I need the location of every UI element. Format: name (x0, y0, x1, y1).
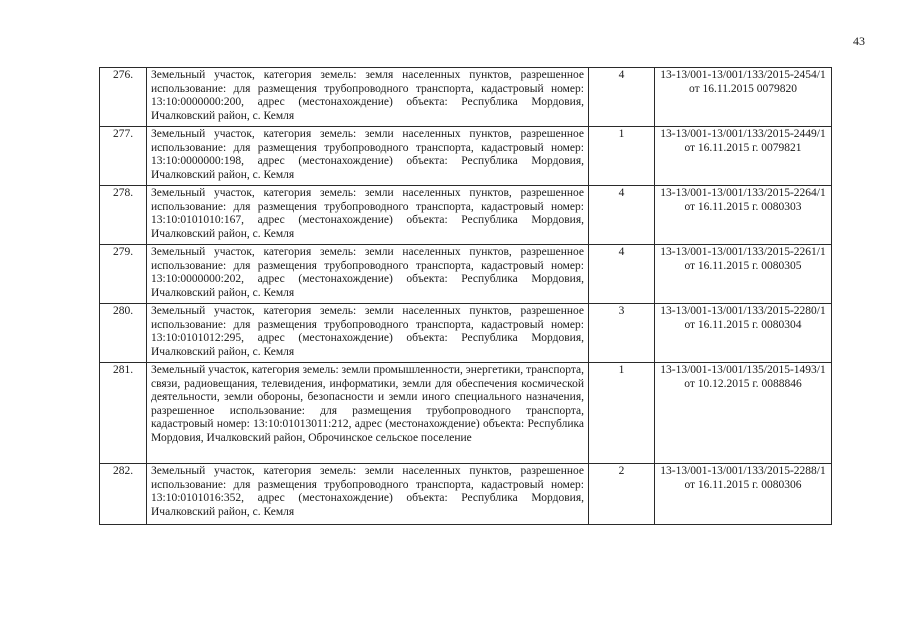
quantity: 1 (589, 363, 655, 464)
registration-record: 13-13/001-13/001/133/2015-2261/1 от 16.11.2015 г. 0080305 (655, 245, 832, 304)
table-row (100, 68, 832, 127)
row-number: 278. (100, 186, 147, 245)
land-plot-description: Земельный участок, категория земель: земли населенных пунктов, разрешенное использование: для размещения трубопроводного транспорта, кадастровый номер: 13:10:0101012:295, адрес (местонахождение) объекта: Республика Мордовия, Ичалковский район, с. Кемля (147, 304, 589, 363)
table-row (100, 304, 832, 363)
quantity: 4 (589, 186, 655, 245)
land-plot-description: Земельный участок, категория земель: земля населенных пунктов, разрешенное использование: для размещения трубопроводного транспорта, кадастровый номер: 13:10:0000000:200, адрес (местонахождение) объекта: Республика Мордовия, Ичалковский район, с. Кемля (147, 68, 589, 127)
land-plot-description: Земельный участок, категория земель: земли населенных пунктов, разрешенное использование: для размещения трубопроводного транспорта, кадастровый номер: 13:10:0000000:202, адрес (местонахождение) объекта: Республика Мордовия, Ичалковский район, с. Кемля (147, 245, 589, 304)
land-plot-description: Земельный участок, категория земель: земли населенных пунктов, разрешенное использование: для размещения трубопроводного транспорта, кадастровый номер: 13:10:0101016:352, адрес (местонахождение) объекта: Республика Мордовия, Ичалковский район, с. Кемля (147, 464, 589, 525)
land-plot-description: Земельный участок, категория земель: земли населенных пунктов, разрешенное использование: для размещения трубопроводного транспорта, кадастровый номер: 13:10:0101010:167, адрес (местонахождение) объекта: Республика Мордовия, Ичалковский район, с. Кемля (147, 186, 589, 245)
registration-record: 13-13/001-13/001/133/2015-2280/1 от 16.11.2015 г. 0080304 (655, 304, 832, 363)
quantity: 4 (589, 245, 655, 304)
registration-record: 13-13/001-13/001/133/2015-2454/1 от 16.11.2015 0079820 (655, 68, 832, 127)
row-number: 280. (100, 304, 147, 363)
registration-record: 13-13/001-13/001/133/2015-2449/1 от 16.11.2015 г. 0079821 (655, 127, 832, 186)
row-number: 276. (100, 68, 147, 127)
row-number: 277. (100, 127, 147, 186)
land-plot-description: Земельный участок, категория земель: земли населенных пунктов, разрешенное использование: для размещения трубопроводного транспорта, кадастровый номер: 13:10:0000000:198, адрес (местонахождение) объекта: Республика Мордовия, Ичалковский район, с. Кемля (147, 127, 589, 186)
row-number: 279. (100, 245, 147, 304)
table-row (100, 186, 832, 245)
row-number: 282. (100, 464, 147, 525)
table-row (100, 363, 832, 464)
registration-record: 13-13/001-13/001/135/2015-1493/1 от 10.12.2015 г. 0088846 (655, 363, 832, 464)
land-plot-description: Земельный участок, категория земель: земли промышленности, энергетики, транспорта, связи, радиовещания, телевидения, информатики, земли для обеспечения космической деятельности, земли обороны, безопасности и земли иного специального назначения, разрешенное использование: для размещения трубопроводного транспорта, кадастровый номер: 13:10:01013011:212, адрес (местонахождение) объекта: Республика Мордовия, Ичалковский район, Оброчинское сельское поселение (147, 363, 589, 464)
quantity: 3 (589, 304, 655, 363)
quantity: 1 (589, 127, 655, 186)
quantity: 4 (589, 68, 655, 127)
page-number: 43 (853, 34, 865, 48)
registration-record: 13-13/001-13/001/133/2015-2288/1 от 16.11.2015 г. 0080306 (655, 464, 832, 525)
table-row (100, 127, 832, 186)
table-row (100, 464, 832, 525)
property-registry-table (99, 67, 832, 525)
registration-record: 13-13/001-13/001/133/2015-2264/1 от 16.11.2015 г. 0080303 (655, 186, 832, 245)
row-number: 281. (100, 363, 147, 464)
quantity: 2 (589, 464, 655, 525)
table-row (100, 245, 832, 304)
